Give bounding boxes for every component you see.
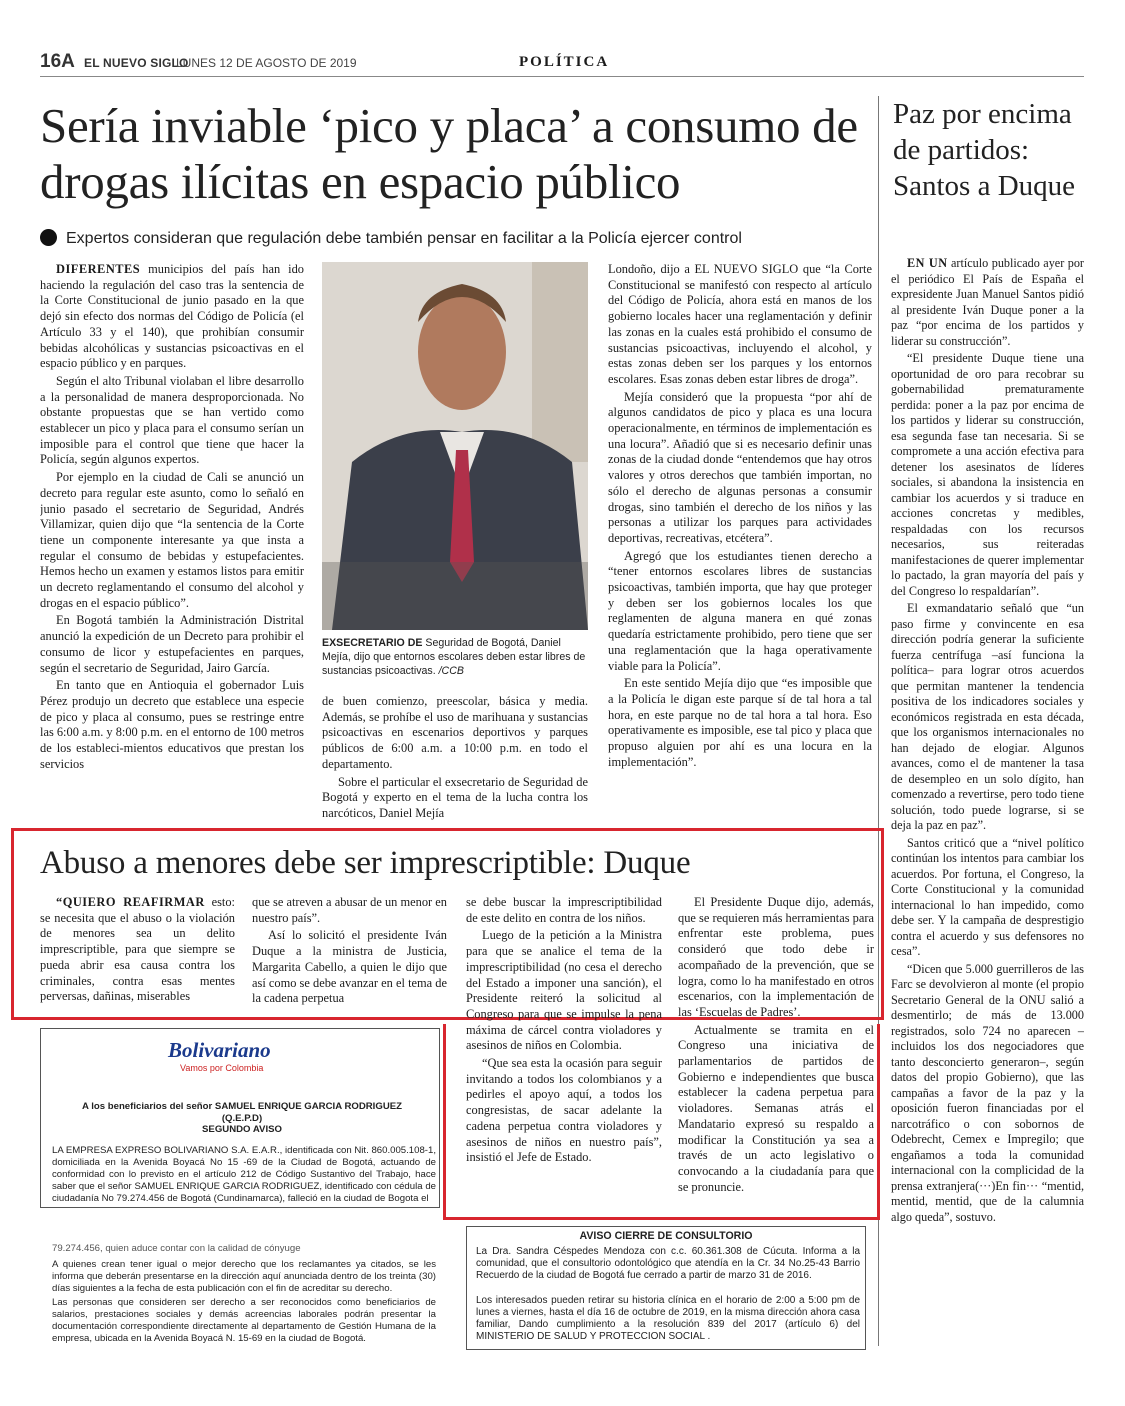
logo-tagline: Vamos por Colombia	[180, 1063, 264, 1073]
paragraph-text: esto: se necesita que el abuso o la violación de menores sea un delito imprescriptible, para que siempre se pueda abrir esa causa contra los criminales, contra esas mentes perversas, dañinas, miserables	[40, 895, 235, 1004]
newspaper-name: EL NUEVO SIGLO	[84, 56, 189, 70]
paragraph-text: “El presidente Duque tiene una oportunidad de oro para recobrar su gobernabilidad prematuramente perdida: poner a la paz por encima de los partidos y liderar su construcción, esa segunda fase tan necesaria. Si se compromete a una acción efectiva para detener los asesinatos de líderes sociales, si abandona la insistencia en cambiar los acuerdos y si traduce en acciones concretas y medibles, respaldadas con los recursos necesarios, sus reiteradas manifestaciones de querer implementar lo pactado, la gran mayoría del país y del Congreso lo respaldarían”.	[891, 351, 1084, 598]
photo-caption	[322, 636, 588, 678]
paragraph	[608, 549, 872, 675]
paragraph-text: “Que sea esta la ocasión para seguir invitando a todos los colombianos y a pedirles el apoyo aquí, a todos los congresistas, de sacar adelante la cadena perpetua contra violadores y asesinos de niños en nuestro país”, insistió el Jefe de Estado.	[466, 1056, 662, 1165]
lead-word: DIFERENTES	[56, 262, 141, 276]
paragraph-text: Londoño, dijo a EL NUEVO SIGLO que “la Corte Constitucional se manifestó con respecto al artículo del Código de Policía, ahora está en manos de los gobierno locales hacer una reglamentación y definir las zonas en la cuales está prohibido el consumo de sustancias psicoactivas, incluyendo el alcohol, y estas zonas deben ser los parques y los entornos escolares. Esas zonas deben estar libres de droga”.	[608, 262, 872, 386]
bullet-icon	[40, 229, 57, 246]
paragraph	[891, 836, 1084, 960]
main-article-column-2	[322, 694, 588, 820]
main-article-column-3	[608, 262, 872, 822]
abuse-column-1	[40, 895, 235, 1015]
paragraph-text: Sobre el particular el exsecretario de Seguridad de Bogotá y experto en el tema de la lucha contra los narcóticos, Daniel Mejía	[322, 774, 588, 820]
abuse-column-4	[678, 895, 874, 1213]
consultorio-title: AVISO CIERRE DE CONSULTORIO	[579, 1230, 753, 1242]
paragraph	[40, 895, 235, 1005]
abuse-column-3	[466, 895, 662, 1213]
photo-credit: /CCB	[438, 665, 464, 677]
caption-text: Seguridad de Bogotá, Daniel Mejía, dijo que entornos escolares deben estar libres de sustancias psicoactivas.	[322, 637, 586, 677]
paragraph-text: Santos criticó que a “nivel político continúan los intentos para cambiar los acuerdos. Por fortuna, el Congreso, la Corte Constitucional y la comunidad internacional lo han impedido, como debe ser. Y la campaña de desprestigio contra el acuerdo y sus defensores no cesa”.	[891, 835, 1084, 958]
ad-notice: SEGUNDO AVISO	[202, 1124, 282, 1135]
paragraph-text: artículo publicado ayer por el periódico El País de España el expresidente Juan Manuel Santos pidió al presidente Iván Duque poner a la paz “por encima de los partidos y liderar su construcción”.	[891, 256, 1084, 348]
side-article-column	[891, 256, 1084, 1348]
paragraph-text: Mejía consideró que la propuesta “por ahí de algunos candidatos de pico y placa es una locura operacionalmente, en términos de implementación es una locura”. Añadió que si es necesario definir unas zonas de la ciudad donde “entendemos que hay otros valores y otros derechos que también importan, no sólo el derecho de algunas personas a consumir drogas, sino también el derecho de los niños y las personas a utilizar los parques para actividades deportivas, recreativas, etcétera”.	[608, 389, 872, 545]
paragraph	[891, 256, 1084, 349]
portrait-image	[322, 262, 588, 630]
ad-body-2: 79.274.456, quien aduce contar con la calidad de cónyuge	[52, 1243, 301, 1254]
paragraph-text: Según el alto Tribunal violaban el libre desarrollo a la personalidad de manera desproporcionada. No obstante propuestas que se han vertido como establecer un pico y placa para el consumo serían un imposible para el control que tiene que hacer la Policía, según algunos expertos.	[40, 373, 304, 467]
consultorio-body-2: Los interesados pueden retirar su historia clínica en el horario de 2:00 a 5:00 pm de lunes a viernes, hasta el día 16 de octubre de 2019, en la misma dirección ahora casa familiar, Dando cumplimiento a la resolución 839 del 2017 (artículo 6) del MINISTERIO DE SALUD Y PROTECCION SOCIAL .	[476, 1295, 860, 1342]
paragraph	[322, 694, 588, 773]
logo-name: Bolivariano	[168, 1038, 271, 1062]
paragraph	[891, 351, 1084, 599]
paragraph-text: El exmandatario señaló que “un paso firme y convincente en esa dirección podría generar la suficiente fuerza centrífuga –así funciona la política– para lograr otros acuerdos que permitan mantener la tendencia positiva de los indicadores sociales y económicos registrada en esta década, que los organismos internacionales no han dejado de elogiar. Algunos avances, como el de mantener la tasa de desempleo en un solo dígito, han comenzado a revertirse, pero todo tiene solución, todo puede lograrse, si se deja la paz en paz”.	[891, 601, 1084, 832]
main-subheadline	[40, 229, 880, 248]
abuse-column-2	[252, 895, 447, 1015]
ad-body-3: A quienes crean tener igual o mejor derecho que los reclamantes ya citados, se les informa que deberán presentarse en la dirección aquí anunciada dentro de los treinta (30) días siguientes a la fecha de esta publicación con el fin de acreditar su derecho.	[52, 1259, 436, 1294]
paragraph	[466, 928, 662, 1054]
paragraph-text: Agregó que los estudiantes tienen derecho a “tener entornos escolares libres de sustancias psicoactivas, también importa, que hay que proteger y deben ser los gobiernos locales los que reglamenten de alguna manera en qué zonas quedaría estrictamente prohibido, pero tiene que ser una reglamentación que la haga operativamente viable para la Policía”.	[608, 548, 872, 673]
paragraph-text: Así lo solicitó el presidente Iván Duque a la ministra de Justicia, Margarita Cabello, a quien le dijo que así como se debe avanzar en el tema de la cadena perpetua	[252, 928, 447, 1006]
paragraph	[608, 262, 872, 388]
section-title: POLÍTICA	[519, 54, 610, 70]
paragraph-text: Actualmente se tramita en el Congreso una iniciativa de parlamentarios de partidos de Gobierno e independientes que busca establecer la cadena perpetua para violadores. Semanas atrás el Mandatario expresó su respaldo a modificar la Constitución ya sea a través de un acto legislativo o convocando a la ciudadanía para que se pronuncie.	[678, 1022, 874, 1194]
paragraph	[466, 895, 662, 926]
ad-beneficiaries: A los beneficiarios del señor SAMUEL ENRIQUE GARCIA RODRIGUEZ (Q.E.P.D)	[81, 1101, 403, 1124]
paragraph	[891, 601, 1084, 834]
paragraph-text: Luego de la petición a la Ministra para que se analice el tema de la imprescriptibilidad (no cesa el derecho del Estado a imponer una sanción), el Presidente reiteró la solicitud al Congreso para que se impulse la pena máxima de cárcel contra violadores y asesinos de niños en Colombia.	[466, 928, 662, 1053]
paragraph	[678, 895, 874, 1021]
paragraph-text: En Bogotá también la Administración Distrital anunció la expedición de un Decreto para prohibir el consumo de licor y estupefacientes en parques, según el secretario de Seguridad, Jairo García.	[40, 613, 304, 675]
lead-word: “QUIERO REAFIRMAR	[56, 895, 205, 909]
consultorio-body-1: La Dra. Sandra Céspedes Mendoza con c.c. 60.361.308 de Cúcuta. Informa a la comunidad, que el consultorio odontológico que atendía en la Cr. 34 No.25-43 Barrio Recuerdo de la ciudad de Bogotá fue cerrado a partir de marzo 31 de 2016.	[476, 1246, 860, 1281]
paragraph	[252, 928, 447, 1007]
paragraph	[40, 678, 304, 772]
side-headline: Paz por encima de partidos: Santos a Duque	[893, 98, 1076, 202]
abuse-headline: Abuso a menores debe ser imprescriptible: Duque	[40, 845, 691, 881]
paragraph	[40, 613, 304, 676]
article-photo	[322, 262, 588, 630]
header-rule	[40, 76, 1084, 77]
paragraph	[891, 962, 1084, 1226]
paragraph-text: que se atreven a abusar de un menor en nuestro país”.	[252, 895, 447, 925]
paragraph-text: En tanto que en Antioquia el gobernador Luis Pérez produjo un decreto que establece una especie de pico y placa al consumo, pues se restringe entre las 6:00 a.m. y 8:00 p.m. en el entorno de 100 metros de los estableci-mientos educativos que prestan los servicios	[40, 678, 304, 771]
paragraph-text: de buen comienzo, preescolar, básica y media. Además, se prohíbe el uso de marihuana y sustancias psicoactivas en escenarios deportivos y parques públicos de 6:00 a.m. a 10:00 p.m. en todo el departamento.	[322, 694, 588, 771]
caption-lead: EXSECRETARIO DE	[322, 637, 423, 649]
page-number: 16A	[40, 51, 75, 72]
paragraph	[608, 676, 872, 770]
ad-body-1: LA EMPRESA EXPRESO BOLIVARIANO S.A. E.A.R., identificada con Nit. 860.005.108-1, domiciliada en la Avenida Boyacá No 15 -69 de la Ciudad de Bogotá, actuando de conformidad con lo previsto en el artículo 212 de Código Sustantivo del Trabajo, hace saber que el señor SAMUEL ENRIQUE GARCIA RODRIGUEZ, identificado con cédula de ciudadanía No 79.274.456 de Bogotá (Cundinamarca), falleció en la ciudad de Bogota el	[52, 1145, 436, 1204]
paragraph-text: En este sentido Mejía dijo que “es imposible que a la Policía le digan este parque sí de tal hora a tal hora, en este parque no de tal hora a tal hora. Eso operativamente es imposible, ese tal pico y placa que propuso alguien por ahí es una locura en la implementación”.	[608, 676, 872, 769]
subheadline-text: Expertos consideran que regulación debe también pensar en facilitar a la Policía ejercer control	[66, 230, 742, 247]
paragraph	[608, 390, 872, 547]
paragraph-text: El Presidente Duque dijo, además, que se requieren más herramientas para enfrentar este problema, pues consideró que todo debe ir acompañado de la prevención, que se logra, como lo ha manifestado en otros escenarios, con la implementación de las ‘Escuelas de Padres’.	[678, 895, 874, 1019]
paragraph-text: municipios del país han ido haciendo la regulación del caso tras la sentencia de la Corte Constitucional de junio pasado en la que dejó sin efecto dos normas del Código de Policía (el Artículo 33 y el 140), que prohibían consumir bebidas alcohólicas y sustancias psicoactivas en el espacio público y en parques.	[40, 262, 304, 371]
paragraph	[252, 895, 447, 926]
paragraph	[40, 470, 304, 611]
paragraph	[40, 262, 304, 372]
paragraph	[466, 1056, 662, 1166]
paragraph	[40, 374, 304, 468]
paragraph-text: se debe buscar la imprescriptibilidad de este delito en contra de los niños.	[466, 895, 662, 925]
paragraph	[322, 775, 588, 820]
paragraph	[678, 1023, 874, 1196]
paragraph-text: Por ejemplo en la ciudad de Cali se anunció un decreto para regular este asunto, como lo señaló en junio pasado el secretario de Seguridad, Andrés Villamizar, quien dijo que “la sentencia de la Corte tiene un componente interesante ya que insta a regular el consumo de bebidas y estupefacientes. Hemos hecho un examen y estamos listos para emitir un decreto reglamentando el consumo del alcohol y drogas en el espacio público”.	[40, 470, 304, 610]
lead-word: EN UN	[907, 256, 948, 270]
ad-body-4: Las personas que consideren ser derecho a ser reconocidos como beneficiarios de salarios, prestaciones sociales y demás acreencias laborales podrán presentar la documentación correspondiente directamente al departamento de Gestión Humana de la empresa, ubicada en la Avenida Boyacá N. 15-69 en la ciudad de Bogotá.	[52, 1297, 436, 1344]
main-headline: Sería inviable ‘pico y placa’ a consumo de drogas ilícitas en espacio público	[40, 98, 858, 209]
issue-date: LUNES 12 DE AGOSTO DE 2019	[176, 56, 357, 70]
main-article-column-1	[40, 262, 304, 822]
bolivariano-logo	[168, 1038, 318, 1090]
paragraph-text: “Dicen que 5.000 guerrilleros de las Farc se devolvieron al monte (el propio Secretario General de la ONU salió a desmentirlo; de más de 13.000 registrados, solo 724 no aparecen –incluidos los dos negociadores que tanto desconcierto generaron–, según datos del propio Gobierno), que las campañas a favor de la paz y la oposición fueron financiadas por el narcotráfico o con sobornos de Odebrecht, Cemex e Impregilo; que engañamos a toda la comunidad internacional con la complicidad de la prensa extranjera(···)En fin··· “mentid, mentid, mentid, que de la calumnia algo queda”, sostuvo.	[891, 961, 1084, 1224]
